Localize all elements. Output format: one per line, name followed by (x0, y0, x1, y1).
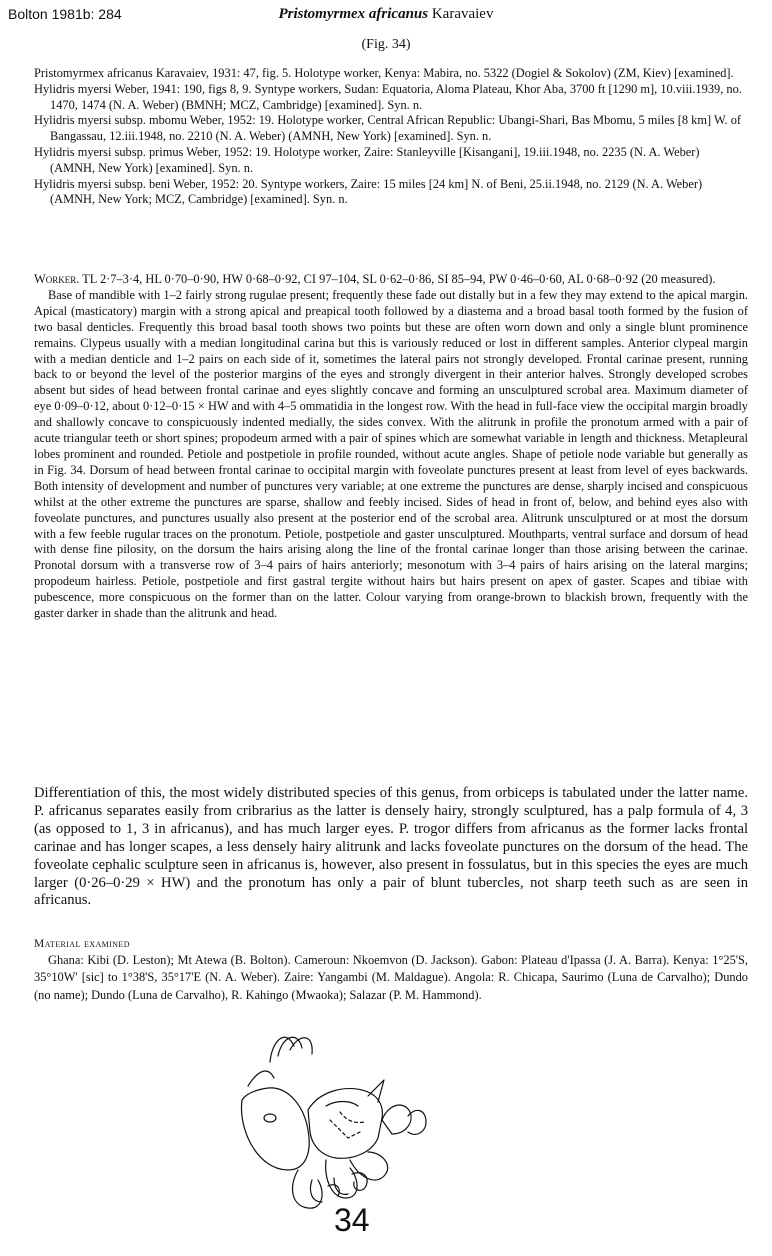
synonymy-list (34, 66, 746, 208)
differentiation-text: Differentiation of this, the most widely distributed species of this genus, from orbiceps is tabulated under the latter name. P. africanus separates easily from cribrarius as the latter is densely hairy, strongly sculptured, has a palp formula of 4, 3 (as opposed to 1, 3 in africanus), and has much larger eyes. P. trogor differs from africanus as the former lacks frontal carinae and has longer scapes, a less densely hairy alitrunk and lacks foveolate punctures on the dorsum of the head. The foveolate cephalic sculpture seen in africanus is, however, also present in fossulatus, but in this species the eyes are much larger (0·26–0·29 × HW) and the pronotum has only a pair of blunt tubercles, not sharp teeth such as are seen in africanus. (34, 785, 748, 909)
page-title (0, 6, 772, 23)
title-species: Pristomyrmex africanus (278, 6, 429, 22)
ant-figure-illustration (228, 1020, 428, 1232)
synonymy-entry: Hylidris myersi subsp. primus Weber, 1952: 19. Holotype worker, Zaire: Stanleyville [Kisangani], 19.iii.1948, no. 2235 (N. A. Weber) (AMNH, New York) [examined]. Syn. n. (34, 144, 700, 175)
title-author: Karavaiev (431, 6, 494, 22)
worker-body: Base of mandible with 1–2 fairly strong rugulae present; frequently these fade out distally but in a few they may extend to the apical margin. Apical (masticatory) margin with a strong apical and preapical tooth followed by a diastema and a broad basal tooth formed by the fusion of two basal denticles. Frequently this broad basal tooth shows two points but these are often worn down and only a single blunt prominence remains. Clypeus usually with a median longitudinal carina but this is variously reduced or lost in different samples. Anterior clypeal margin with a median denticle and 1–2 pairs on each side of it, sometimes the lateral pairs not strongly developed. Frontal carinae present, running back to or beyond the level of the posterior margins of the eyes and strongly divergent in their anterior halves. Strongly developed scrobes absent but sides of head between frontal carinae and eyes slightly concave and forming an unsculptured scrobal area. Maximum diameter of eye 0·09–0·12, about 0·12–0·15 × HW and with 4–5 ommatidia in the longest row. With the head in full-face view the occipital margin broadly and shallowly concave to conspicuously indented medially, the sides convex. With the alitrunk in profile the pronotum armed with a pair of acute triangular teeth or short spines; propodeum armed with a pair of spines which are somewhat variable in length and thickness. Metapleural lobes prominent and rounded. Petiole and postpetiole in profile rounded, without acute angles. Shape of petiole node variable but generally as in Fig. 34. Dorsum of head between frontal carinae to occipital margin with foveolate punctures present at least from level of eyes backwards. Both intensity of development and number of punctures very variable; at one extreme the punctures are dense, sharply incised and conspicuous whilst at the other extreme the punctures are sparse, shallow and feebly incised. Sides of head in front of, below, and behind eyes also with foveolate punctures, and punctures usually also present at the posterior end of the scrobal area. Alitrunk unsculptured or at most the dorsum with a few feeble rugular traces on the pronotum. Petiole, postpetiole and gaster unsculptured. Mouthparts, ventral surface and dorsum of head with dense fine pilosity, on the dorsum the hairs arising along the line of the frontal carinae longer than those arising between the carinae. Pronotal dorsum with a transverse row of 3–4 pairs of hairs anteriorly; mesonotum with 3–4 pairs of hairs arising on the lateral margins; propodeum hairless. Petiole, postpetiole and first gastral tergite without hairs but hairs present on apex of gaster. Scapes and tibiae with pubescence, more conspicuous on the former than on the latter. Colour varying from orange-brown to blackish brown, frequently with the gaster darker in shade than the alitrunk and head. (34, 287, 748, 621)
worker-label: Worker. (34, 272, 80, 286)
figure-number: 34 (334, 1202, 370, 1238)
worker-measurements (34, 272, 748, 288)
source-reference: Bolton 1981b: 284 (8, 6, 122, 22)
synonymy-entry: Pristomyrmex africanus Karavaiev, 1931: 47, fig. 5. Holotype worker, Kenya: Mabira, no. 5322 (Dogiel & Sokolov) (ZM, Kiev) [examined]. (34, 66, 734, 80)
material-section (34, 952, 748, 1004)
figure-reference: (Fig. 34) (361, 37, 411, 52)
worker-description (34, 272, 748, 622)
synonymy-entry: Hylidris myersi subsp. beni Weber, 1952: 20. Syntype workers, Zaire: 15 miles [24 km] N. of Beni, 25.ii.1948, no. 2129 (N. A. Weber) (AMNH, New York; MCZ, Cambridge) [examined]. Syn. n. (34, 176, 703, 207)
material-heading: Material examined (34, 938, 130, 950)
material-text: Ghana: Kibi (D. Leston); Mt Atewa (B. Bolton). Cameroun: Nkoemvon (D. Jackson). Gabon: Plateau d'Ipassa (J. A. Barra). Kenya: 1°25'S, 35°10W' [sic] to 1°38'S, 35°17'E (N. A. Weber). Zaire: Yangambi (M. Maldague). Angola: R. Chicapa, Saurimo (Luna de Carvalho); Dundo (no name); Dundo (Luna de Carvalho), R. Kahingo (Mwaoka); Salazar (P. M. Hammond). (34, 953, 748, 1002)
synonymy-entry: Hylidris myersi subsp. mbomu Weber, 1952: 19. Holotype worker, Central African Republic: Ubangi-Shari, Bas Mbomu, 5 miles [8 km] W. of Bangassau, 12.iii.1948, no. 2210 (N. A. Weber) (AMNH, New York) [examined]. Syn. n. (34, 113, 742, 144)
measurements-text: TL 2·7–3·4, HL 0·70–0·90, HW 0·68–0·92, CI 97–104, SL 0·62–0·86, SI 85–94, PW 0·46–0·60, AL 0·68–0·92 (20 measured). (82, 272, 716, 286)
synonymy-entry: Hylidris myersi Weber, 1941: 190, figs 8, 9. Syntype workers, Sudan: Equatoria, Aloma Plateau, Khor Aba, 3700 ft [1290 m], 10.viii.1939, no. 1470, 1474 (N. A. Weber) (BMNH; MCZ, Cambridge) [examined]. Syn. n. (34, 81, 742, 112)
differentiation-section (34, 785, 748, 910)
